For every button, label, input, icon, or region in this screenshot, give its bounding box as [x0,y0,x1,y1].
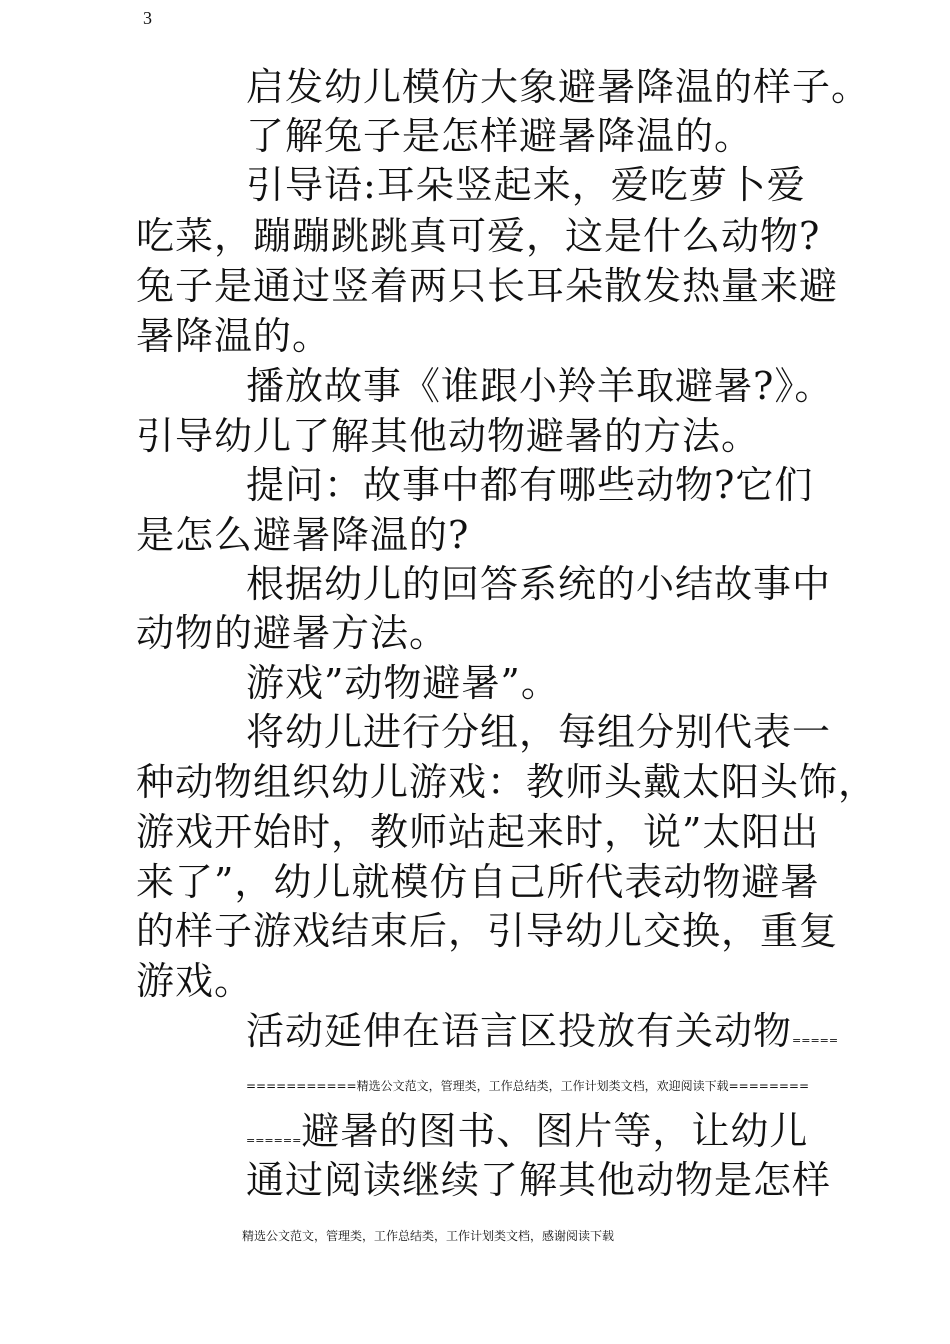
body-line: 是怎么避暑降温的? [136,513,470,557]
separator-marks: ====== [246,1134,302,1147]
body-line [246,1006,838,1066]
body-line: 来了”，幼儿就模仿自己所代表动物避暑 [136,860,820,904]
body-line: 种动物组织幼儿游戏：教师头戴太阳头饰， [136,760,878,804]
body-line: 引导语:耳朵竖起来，爱吃萝卜爱 [246,163,806,207]
body-line: 引导幼儿了解其他动物避暑的方法。 [136,414,761,458]
body-line: 将幼儿进行分组，每组分别代表一 [246,710,832,754]
body-line: 游戏开始时，教师站起来时，说”太阳出 [136,810,820,854]
separator-marks: ===== [792,1034,839,1047]
body-line: 了解兔子是怎样避暑降温的。 [246,114,754,158]
page-number: 3 [143,8,152,28]
body-line: 启发幼儿模仿大象避暑降温的样子。 [246,65,871,109]
body-line: 吃菜，蹦蹦跳跳真可爱，这是什么动物? [136,214,821,258]
body-line: 的样子游戏结束后，引导幼儿交换，重复 [136,909,839,953]
body-line: 兔子是通过竖着两只长耳朵散发热量来避 [136,264,839,308]
body-line: 根据幼儿的回答系统的小结故事中 [246,562,832,606]
body-line: 播放故事《谁跟小羚羊取避暑?》。 [246,364,834,408]
promo-banner: ===========精选公文范文，管理类，工作总结类，工作计划类文档，欢迎阅读下载======== [246,1079,810,1093]
body-line: 提问：故事中都有哪些动物?它们 [246,463,814,507]
body-line-text: 避暑的图书、图片等，让幼儿 [301,1109,809,1153]
body-line-text: 活动延伸在语言区投放有关动物 [246,1009,793,1053]
body-line: 游戏”动物避暑”。 [246,661,560,705]
body-line: 动物的避暑方法。 [136,611,449,655]
body-line: 通过阅读继续了解其他动物是怎样 [246,1158,832,1202]
page-footer: 精选公文范文，管理类，工作总结类，工作计划类文档，感谢阅读下载 [242,1229,615,1243]
body-line: 暑降温的。 [136,314,332,358]
body-line: 游戏。 [136,959,254,1003]
